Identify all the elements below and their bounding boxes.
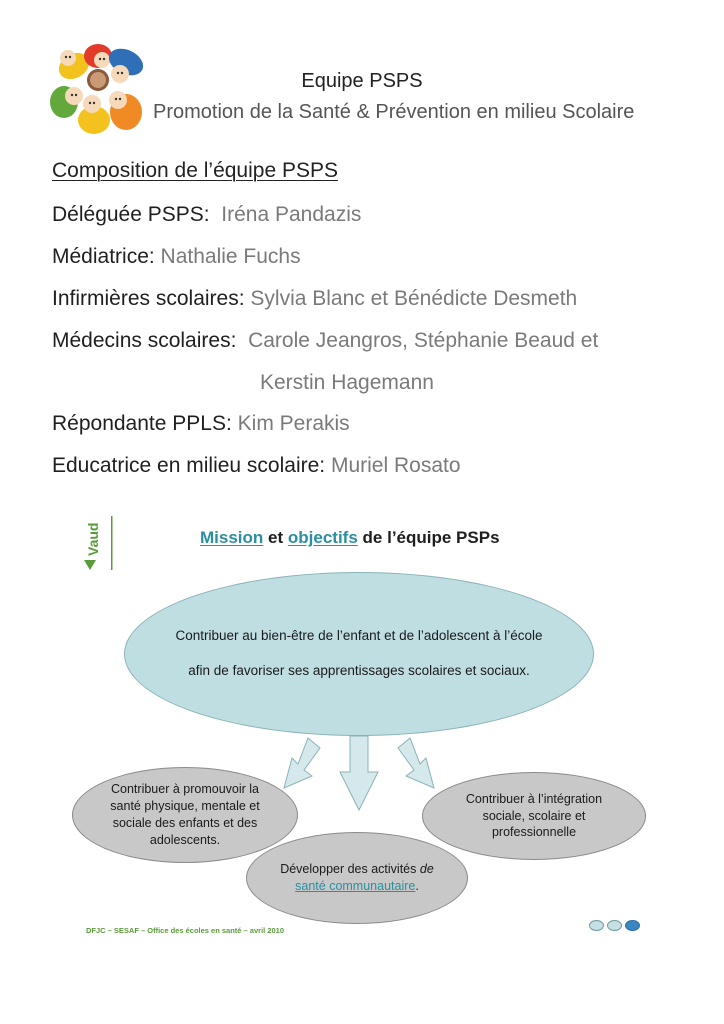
page-title-text: Equipe PSPS	[301, 70, 423, 92]
objective-text-italic: de	[419, 862, 434, 877]
member-role: Déléguée PSPS:	[52, 203, 210, 226]
objective-text-end: .	[415, 879, 419, 893]
member-row	[52, 329, 598, 353]
member-role: Infirmières scolaires:	[52, 287, 245, 310]
member-row	[52, 412, 350, 436]
arrow-down-right-icon	[398, 738, 434, 788]
mission-ellipse	[124, 572, 594, 736]
objective-ellipse-bottom	[246, 832, 468, 924]
arrow-down-left-icon	[284, 738, 320, 788]
slide-indicator	[589, 920, 640, 931]
objectifs-link[interactable]: objectifs	[287, 528, 358, 547]
member-name: Kim Perakis	[237, 412, 350, 435]
slide-dot	[589, 920, 604, 931]
member-role: Médiatrice:	[52, 245, 155, 268]
member-name: Muriel Rosato	[330, 454, 461, 477]
objective-arrows	[270, 734, 450, 814]
objective-text	[280, 861, 434, 895]
page-subtitle: Promotion de la Santé & Prévention en milieu Scolaire	[153, 101, 635, 123]
objective-text: Contribuer à promouvoir la santé physique, mentale et sociale des enfants et des adolescents.	[110, 782, 260, 847]
member-role: Répondante PPLS:	[52, 412, 232, 435]
member-name-continuation	[260, 371, 434, 395]
vaud-logo	[78, 514, 114, 572]
mission-link[interactable]: Mission	[200, 528, 264, 547]
page-title	[0, 70, 724, 93]
sante-communautaire-link[interactable]: santé communautaire	[295, 879, 416, 893]
member-role: Educatrice en milieu scolaire:	[52, 454, 326, 477]
member-name: Nathalie Fuchs	[160, 245, 301, 268]
member-name: Carole Jeangros, Stéphanie Beaud et	[248, 329, 599, 352]
mission-text-line-1: Contribuer au bien-être de l’enfant et de l’adolescent à l’école	[175, 628, 543, 643]
arrow-down-icon	[340, 736, 378, 810]
member-name: Sylvia Blanc et Bénédicte Desmeth	[250, 287, 578, 310]
composition-heading: Composition de l’équipe PSPS	[52, 159, 339, 182]
member-role: Médecins scolaires:	[52, 329, 237, 352]
member-row	[52, 287, 577, 311]
mission-text-line-2: afin de favoriser ses apprentissages scolaires et sociaux.	[188, 663, 530, 678]
member-row	[52, 454, 461, 478]
slide-dot-active	[625, 920, 640, 931]
slide-dot	[607, 920, 622, 931]
objective-text-part: Développer des activités	[280, 862, 417, 877]
member-row	[52, 245, 301, 269]
title-rest: de l’équipe PSPs	[362, 528, 500, 547]
objective-text: Contribuer à l’intégration sociale, scolaire et professionnelle	[465, 791, 603, 840]
diagram-footer: DFJC – SESAF – Office des écoles en santé – avril 2010	[86, 926, 285, 935]
member-row	[52, 203, 361, 227]
objective-ellipse-right	[422, 772, 646, 860]
member-name: Kerstin Hagemann	[260, 371, 434, 394]
diagram-title	[200, 528, 500, 548]
vaud-logo-text: Vaud	[85, 522, 101, 556]
title-connector: et	[268, 528, 284, 547]
objective-ellipse-left	[72, 767, 298, 863]
member-name: Iréna Pandazis	[221, 203, 362, 226]
